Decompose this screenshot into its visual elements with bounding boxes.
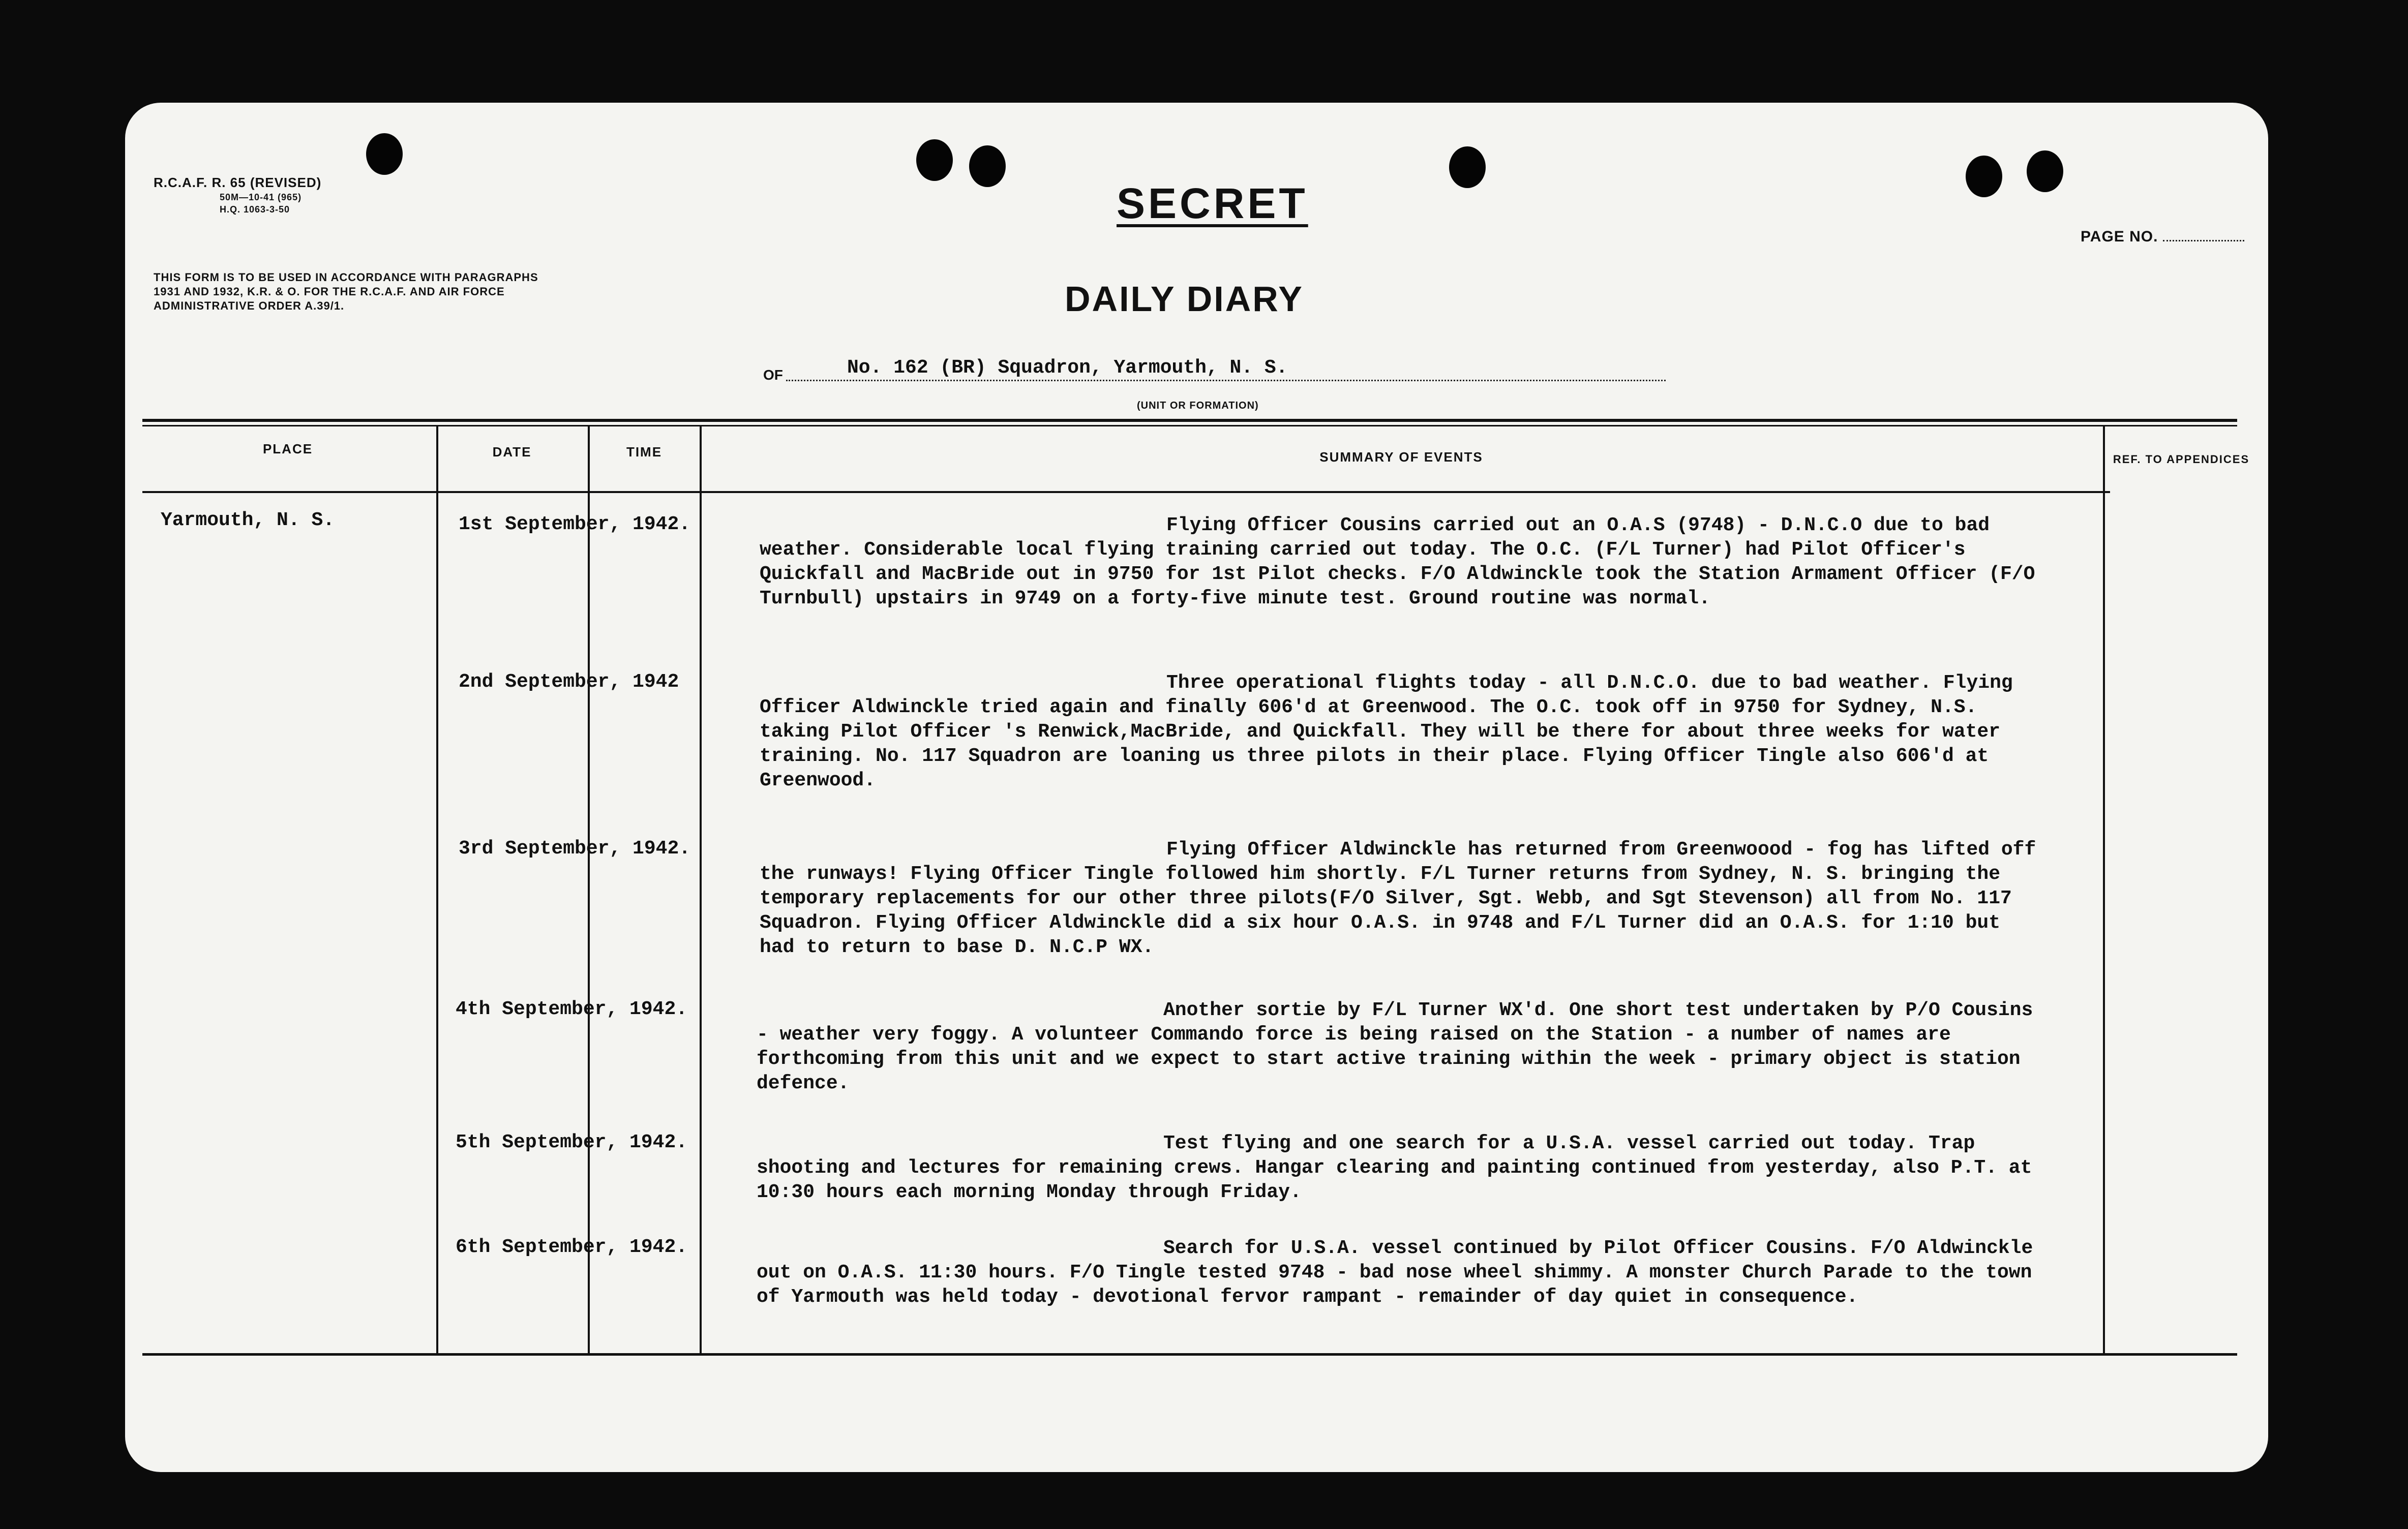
column-header-date: DATE (492, 444, 532, 460)
entry-date: 5th September, 1942. (456, 1132, 688, 1153)
entry-summary: Another sortie by F/L Turner WX'd. One short test undertaken by P/O Cousins - weather very foggy. A volunteer Commando force is being raised on the Station - a number of names are forthcoming from this unit and we expect to start active training within the week - primary object is station defence. (757, 999, 2033, 1094)
page-number-field (2081, 228, 2244, 246)
entry-summary: Flying Officer Cousins carried out an O.A.S (9748) - D.N.C.O due to bad weather. Considerable local flying training carried out today. The O.C. (F/L Turner) had Pilot Officer's Quickfall and MacBride out in 9750 for 1st Pilot checks. F/O Aldwinckle took the Station Armament Officer (F/O Turnbull) upstairs in 9749 on a forty-five minute test. Ground routine was normal. (760, 514, 2035, 609)
unit-field: No. 162 (BR) Squadron, Yarmouth, N. S. (786, 357, 1666, 381)
form-code (154, 174, 321, 216)
punch-hole (969, 145, 1006, 187)
entry-summary: Search for U.S.A. vessel continued by Pilot Officer Cousins. F/O Aldwinckle out on O.A.S. 11:30 hours. F/O Tingle tested 9748 - bad nose wheel shimmy. A monster Church Parade to the town of Yarmouth was held today - devotional fervor rampant - remainder of day quiet in consequence. (757, 1237, 2033, 1308)
form-code-line1: R.C.A.F. R. 65 (REVISED) (154, 175, 322, 190)
table-top-rule-thin (142, 425, 2237, 426)
form-instruction: THIS FORM IS TO BE USED IN ACCORDANCE WITH PARAGRAPHS 1931 AND 1932, K.R. & O. FOR THE R.C.A.F. AND AIR FORCE ADMINISTRATIVE ORDER A.39/1. (154, 271, 538, 312)
column-header-place: PLACE (262, 441, 313, 456)
punch-hole (2027, 150, 2063, 192)
page-number-label: PAGE NO. (2081, 228, 2158, 245)
of-label: OF (763, 367, 783, 383)
unit-caption: (UNIT OR FORMATION) (1137, 400, 1259, 411)
column-divider (436, 425, 438, 1355)
place-value: Yarmouth, N. S. (161, 509, 335, 531)
column-divider (588, 425, 590, 1355)
page-title: DAILY DIARY (1065, 279, 1304, 319)
table-top-rule (142, 419, 2237, 422)
punch-hole (366, 133, 403, 175)
entry-date: 2nd September, 1942 (459, 671, 679, 693)
entry-date: 4th September, 1942. (456, 998, 688, 1020)
page-number-blank (2163, 228, 2244, 241)
column-header-time: TIME (626, 444, 663, 460)
punch-hole (1966, 156, 2002, 197)
column-divider (700, 425, 702, 1355)
column-header-ref: REF. TO APPENDICES (2113, 453, 2250, 466)
entry-date: 1st September, 1942. (459, 513, 691, 535)
table-bottom-rule (142, 1353, 2237, 1356)
column-header-summary: SUMMARY OF EVENTS (1319, 449, 1483, 465)
column-divider (2103, 425, 2105, 1355)
secret-heading: SECRET (1117, 179, 1308, 227)
form-code-line3: H.Q. 1063-3-50 (220, 204, 290, 215)
entry-summary: Three operational flights today - all D.N.C.O. due to bad weather. Flying Officer Aldwinckle tried again and finally 606'd at Greenwood. The O.C. took off in 9750 for Sydney, N.S. taking Pilot Officer 's Renwick,MacBride, and Quickfall. They will be there for about three weeks for water training. No. 117 Squadron are loaning us three pilots in their place. Flying Officer Tingle also 606'd at Greenwood. (760, 672, 2013, 791)
punch-hole (1449, 146, 1486, 188)
entry-date: 6th September, 1942. (456, 1236, 688, 1258)
entry-date: 3rd September, 1942. (459, 838, 691, 860)
diary-sheet (125, 103, 2268, 1472)
entry-summary: Test flying and one search for a U.S.A. vessel carried out today. Trap shooting and lectures for remaining crews. Hangar clearing and painting continued from yesterday, also P.T. at 10:30 hours each morning Monday through Friday. (757, 1133, 2032, 1203)
entry-summary: Flying Officer Aldwinckle has returned from Greenwoood - fog has lifted off the runways! Flying Officer Tingle followed him shortly. F/L Turner returns from Sydney, N. S. bringing the temporary replacements for our other three pilots(F/O Silver, Sgt. Webb, and Sgt Stevenson) all from No. 117 Squadron. Flying Officer Aldwinckle did a six hour O.A.S. in 9748 and F/L Turner did an O.A.S. for 1:10 but had to return to base D. N.C.P WX. (760, 839, 2036, 958)
form-code-line2: 50M—10-41 (965) (220, 192, 302, 202)
punch-hole (916, 139, 953, 181)
